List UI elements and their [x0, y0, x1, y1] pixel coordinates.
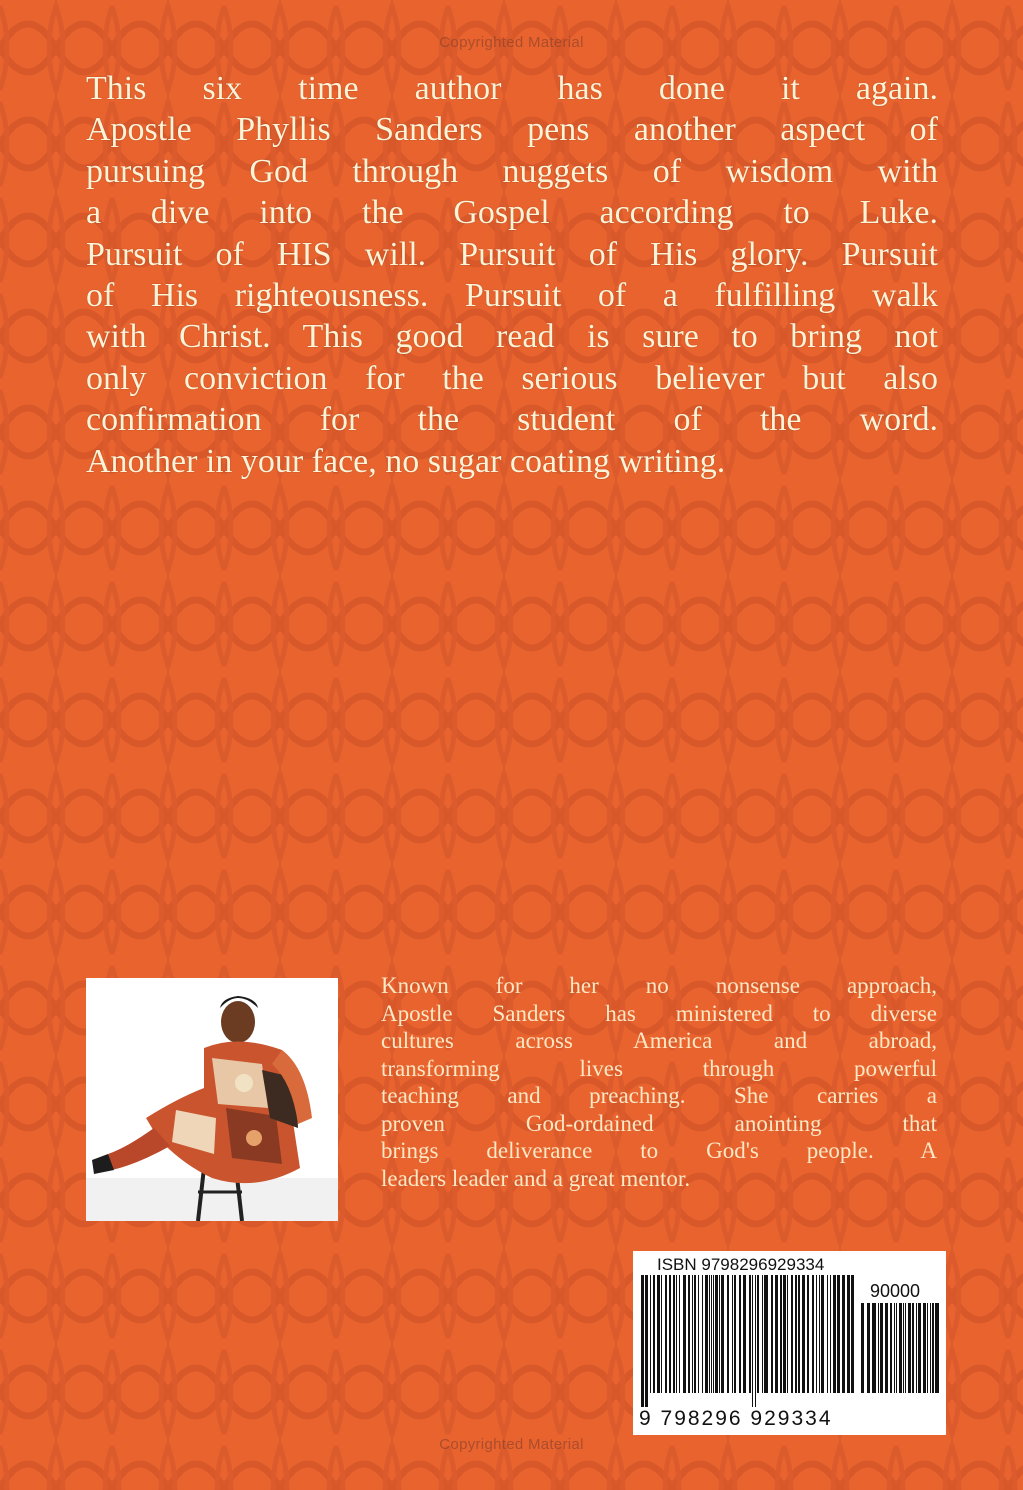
bio-line: teaching and preaching. She carries a — [381, 1083, 937, 1108]
blurb-line: a dive into the Gospel according to Luke. — [86, 194, 938, 232]
bio-line: leaders leader and a great mentor. — [381, 1165, 691, 1191]
blurb-line: of His righteousness. Pursuit of a fulfilling walk — [86, 277, 938, 315]
bio-line: Apostle Sanders has ministered to diverse — [381, 1000, 937, 1026]
author-bio — [381, 972, 937, 1192]
bio-line: brings deliverance to God's people. A — [381, 1138, 937, 1163]
watermark-bottom: Copyrighted Material — [439, 1436, 584, 1453]
blurb-line: only conviction for the serious believer but also — [86, 359, 938, 397]
barcode-bars — [639, 1275, 855, 1407]
bio-line: transforming lives through powerful — [381, 1055, 937, 1081]
back-cover-blurb — [86, 68, 938, 482]
bio-line: Known for her no nonsense approach, — [381, 973, 937, 998]
bio-line: cultures across America and abroad, — [381, 1028, 937, 1053]
blurb-line: Pursuit of HIS will. Pursuit of His glory. Pursuit — [86, 235, 938, 273]
blurb-line: confirmation for the student of the word. — [86, 401, 938, 439]
isbn-label: ISBN 9798296929334 — [657, 1255, 825, 1274]
price-code: 90000 — [870, 1281, 921, 1301]
blurb-line: pursuing God through nuggets of wisdom with — [86, 152, 938, 190]
blurb-line: Apostle Phyllis Sanders pens another aspect of — [86, 111, 938, 149]
bio-line: proven God-ordained anointing that — [381, 1110, 937, 1136]
isbn-digits: 9 798296 929334 — [639, 1407, 833, 1430]
watermark-top: Copyrighted Material — [439, 34, 584, 51]
isbn-barcode — [633, 1251, 946, 1435]
blurb-line: with Christ. This good read is sure to bring not — [86, 318, 938, 356]
blurb-line: This six time author has done it again. — [86, 70, 938, 107]
addon-barcode-bars — [859, 1303, 939, 1407]
blurb-line: Another in your face, no sugar coating writing. — [86, 442, 726, 480]
author-photo — [86, 978, 338, 1221]
